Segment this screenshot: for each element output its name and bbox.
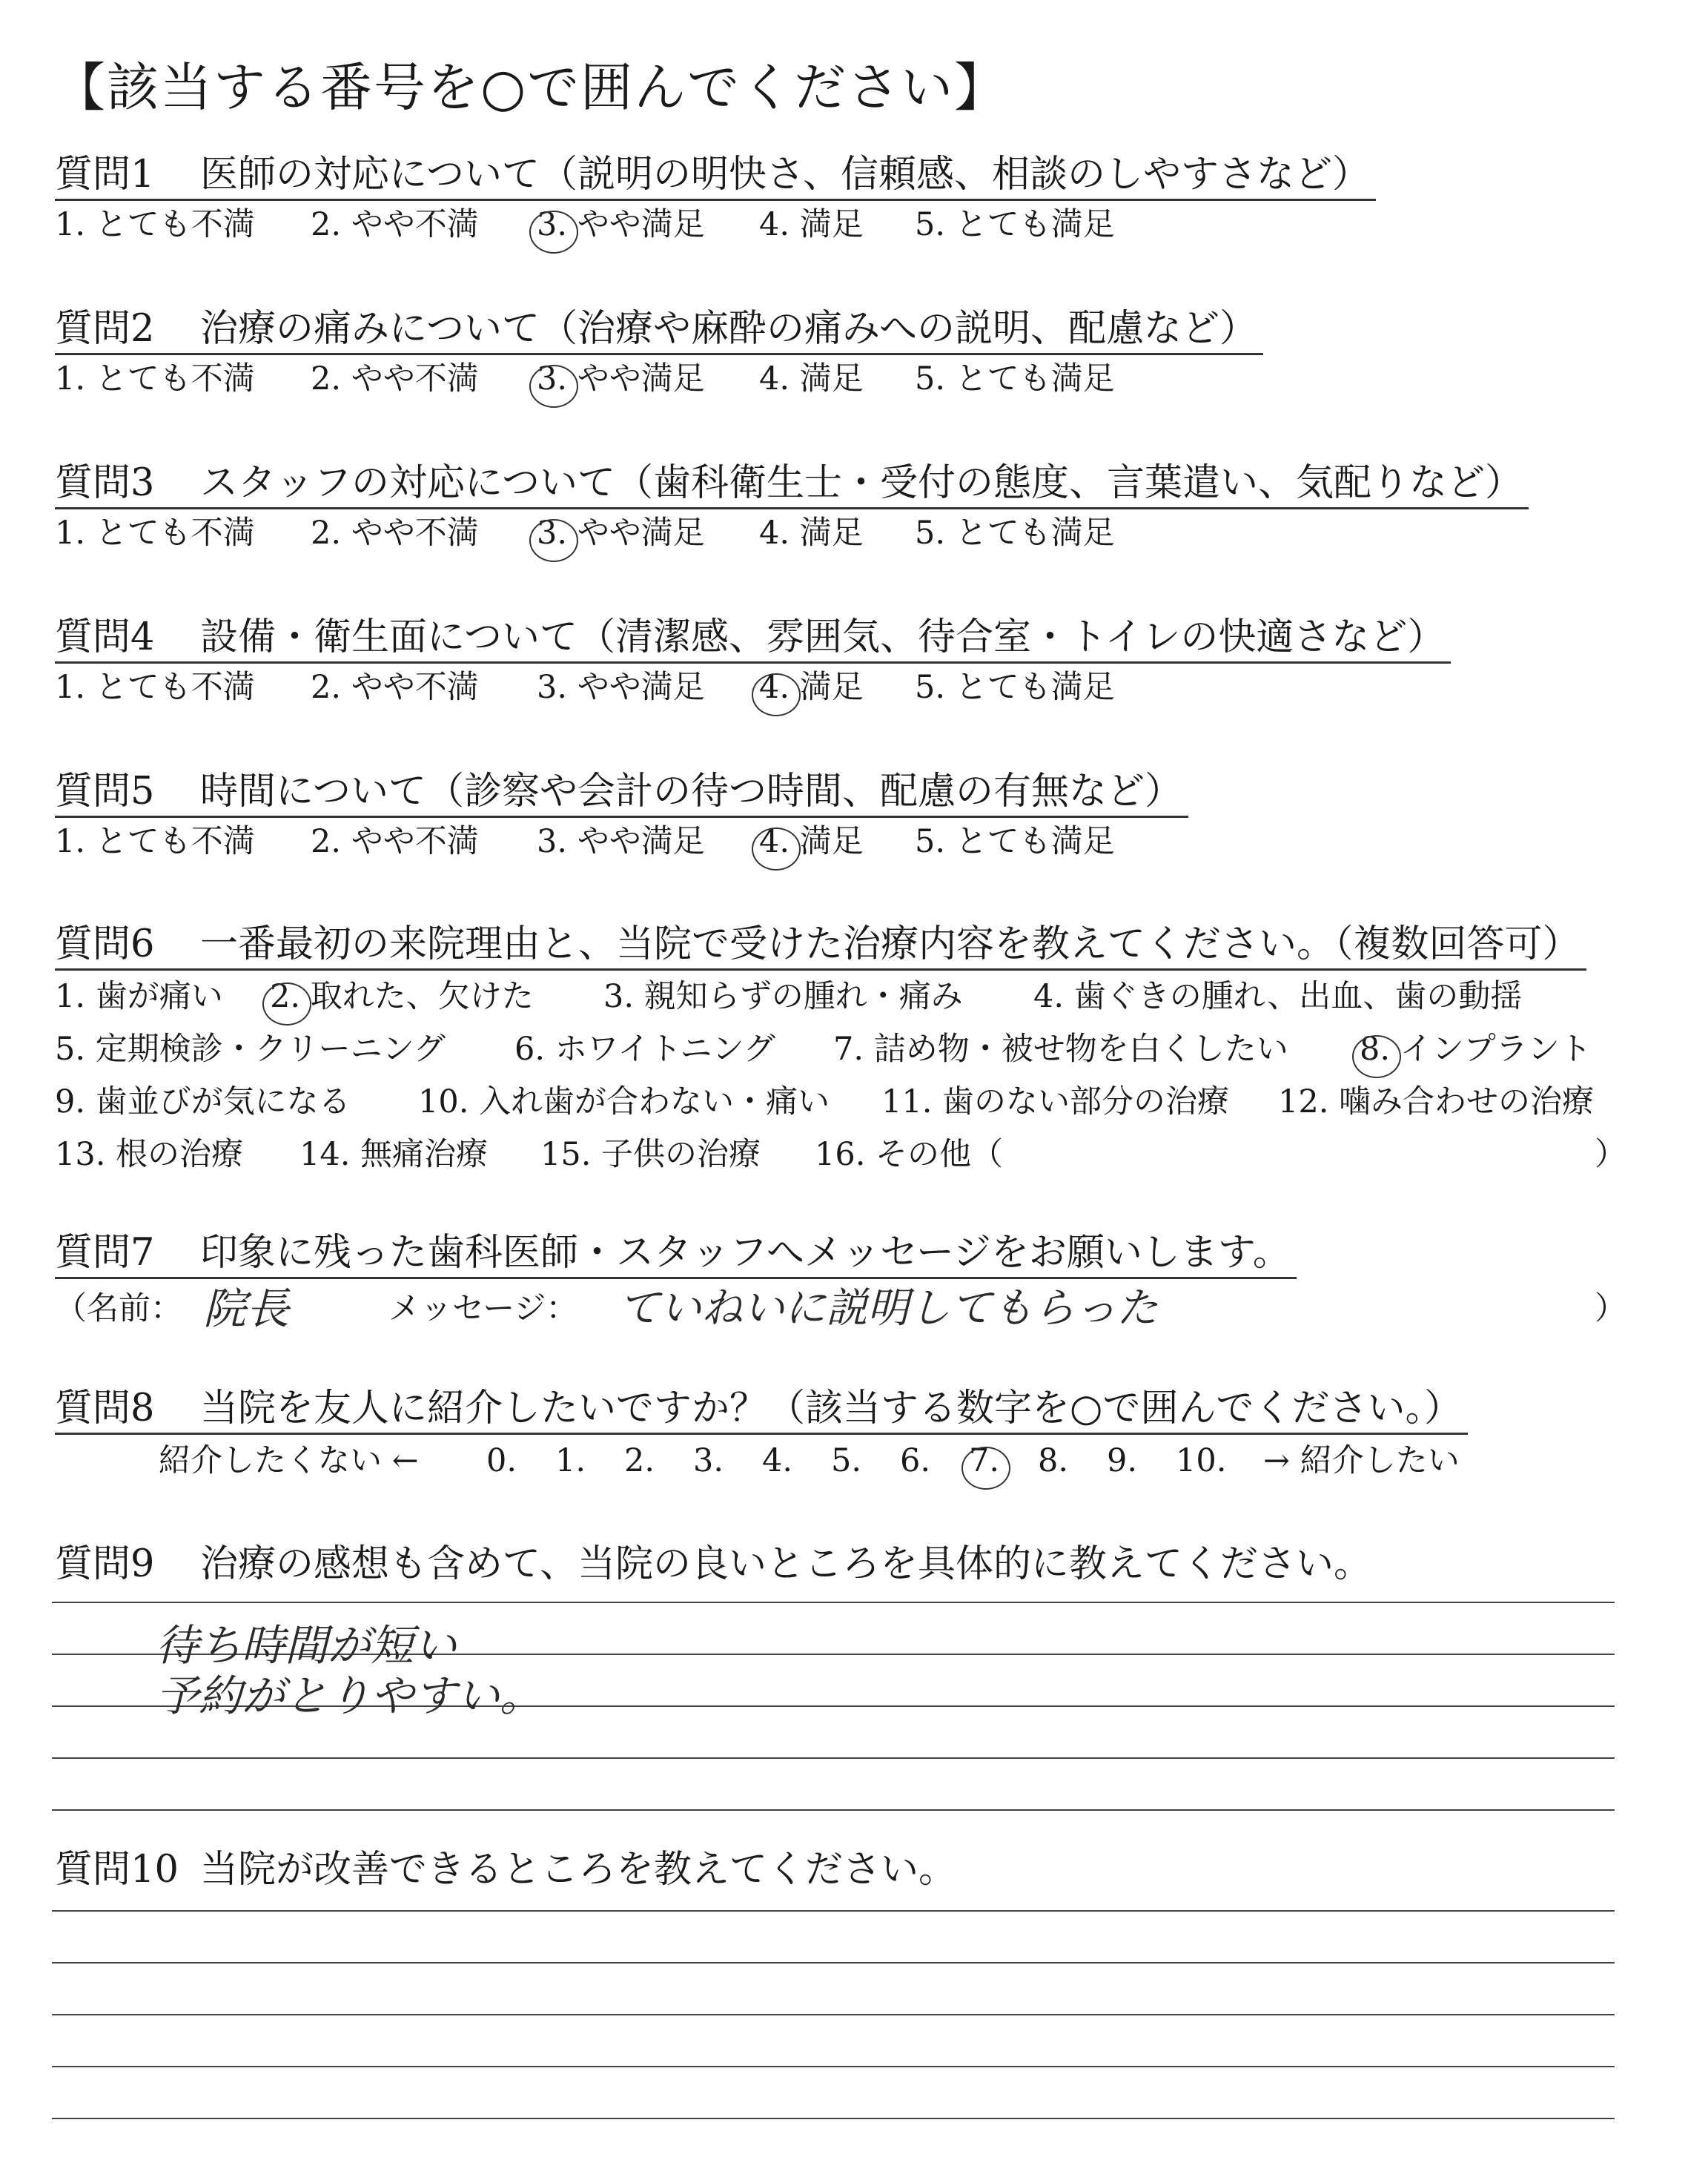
option-16[interactable]: 16. その他（ [815,1136,1004,1173]
option-3-circled[interactable]: 3. やや満足 [537,206,705,243]
score-0[interactable]: 0. [486,1442,517,1479]
score-4[interactable]: 4. [762,1442,793,1479]
question-text: 当院が改善できるところを教えてください。 [200,1848,957,1892]
question-2-options [55,355,1649,403]
option-1[interactable]: 1. とても不満 [55,823,255,860]
message-value[interactable]: ていねいに説明してもらった [618,1284,1158,1332]
option-1[interactable]: 1. とても不満 [55,360,255,397]
score-8[interactable]: 8. [1038,1442,1069,1479]
option-4[interactable]: 4. 歯ぐきの腫れ、出血、歯の動揺 [1033,978,1523,1015]
option-4[interactable]: 4. 満足 [759,360,864,397]
option-2[interactable]: 2. やや不満 [311,360,479,397]
question-text: 時間について（診察や会計の待つ時間、配慮の有無など） [200,770,1182,813]
option-1[interactable]: 1. とても不満 [55,206,255,243]
score-10[interactable]: 10. [1176,1442,1227,1479]
question-number: 質問6 [55,922,155,966]
question-1 [55,151,1649,248]
answer-line [52,1910,1615,1912]
question-3-options [55,509,1649,557]
question-2-heading [55,305,1263,355]
option-4[interactable]: 4. 満足 [759,515,864,552]
answer-line [52,1962,1615,1964]
answer-line [52,1757,1615,1759]
option-14[interactable]: 14. 無痛治療 [299,1136,489,1173]
option-1[interactable]: 1. 歯が痛い [55,978,223,1015]
question-7 [55,1229,1649,1338]
question-number: 質問9 [55,1542,155,1586]
option-2[interactable]: 2. やや不満 [311,669,479,706]
message-label: メッセージ： [388,1290,578,1327]
question-4-options [55,664,1649,711]
question-1-heading [55,151,1376,201]
option-3[interactable]: 3. やや満足 [537,669,705,706]
option-3[interactable]: 3. やや満足 [537,823,705,860]
question-text: スタッフの対応について（歯科衛生士・受付の態度、言葉遣い、気配りなど） [200,461,1523,505]
question-8-scale [55,1435,1649,1487]
question-10 [55,1846,1649,1894]
answer-line [52,2014,1615,2015]
answer-line [52,2118,1615,2119]
option-8-circled[interactable]: 8. インプラント [1360,1031,1592,1068]
question-2 [55,305,1649,403]
option-3-circled[interactable]: 3. やや満足 [537,515,705,552]
question-8-heading [55,1385,1468,1435]
question-6-row-4 [55,1129,1649,1181]
option-10[interactable]: 10. 入れ歯が合わない・痛い [418,1083,830,1120]
q9-answer-2[interactable]: 予約がとりやすい。 [156,1671,543,1721]
score-7-circled[interactable]: 7. [969,1442,1000,1479]
option-5[interactable]: 5. とても満足 [915,515,1115,552]
option-4-circled[interactable]: 4. 満足 [759,669,864,706]
option-9[interactable]: 9. 歯並びが気になる [55,1083,351,1120]
option-1[interactable]: 1. とても不満 [55,669,255,706]
question-4-heading [55,614,1451,664]
question-3 [55,460,1649,557]
question-number: 質問10 [55,1848,179,1892]
question-text: 治療の痛みについて（治療や麻酔の痛みへの説明、配慮など） [200,307,1257,351]
question-number: 質問4 [55,615,155,659]
question-text: 治療の感想も含めて、当院の良いところを具体的に教えてください。 [200,1542,1371,1586]
question-number: 質問8 [55,1387,155,1430]
question-6-row-3 [55,1076,1649,1129]
q9-answer-1[interactable]: 待ち時間が短い [156,1620,457,1671]
question-number: 質問1 [55,153,155,196]
question-7-heading [55,1229,1297,1279]
option-4[interactable]: 4. 満足 [759,206,864,243]
option-15[interactable]: 15. 子供の治療 [540,1136,761,1173]
question-5 [55,768,1649,865]
name-label: （名前： [55,1290,182,1327]
option-3-circled[interactable]: 3. やや満足 [537,360,705,397]
option-12[interactable]: 12. 噛み合わせの治療 [1278,1083,1595,1120]
score-3[interactable]: 3. [693,1442,724,1479]
question-number: 質問3 [55,461,155,505]
question-10-heading [55,1846,1649,1894]
score-6[interactable]: 6. [900,1442,931,1479]
score-5[interactable]: 5. [831,1442,862,1479]
question-number: 質問5 [55,770,155,813]
option-5[interactable]: 5. 定期検診・クリーニング [55,1031,446,1068]
score-1[interactable]: 1. [555,1442,586,1479]
question-text: 医師の対応について（説明の明快さ、信頼感、相談のしやすさなど） [200,153,1370,196]
question-8 [55,1385,1649,1487]
question-text: 当院を友人に紹介したいですか？（該当する数字を○で囲んでください。） [200,1387,1463,1430]
question-3-heading [55,460,1529,509]
option-6[interactable]: 6. ホワイトニング [514,1031,775,1068]
scale-left-label: 紹介したくない ← [159,1442,419,1479]
question-text: 印象に残った歯科医師・スタッフへメッセージをお願いします。 [200,1231,1291,1275]
option-5[interactable]: 5. とても満足 [915,669,1115,706]
option-2[interactable]: 2. やや不満 [311,823,479,860]
answer-line [52,2066,1615,2067]
option-5[interactable]: 5. とても満足 [915,360,1115,397]
option-2-circled[interactable]: 2. 取れた、欠けた [270,978,534,1015]
question-6-row-2 [55,1023,1649,1076]
option-2[interactable]: 2. やや不満 [311,206,479,243]
question-text: 一番最初の来院理由と、当院で受けた治療内容を教えてください。（複数回答可） [200,922,1580,966]
option-5[interactable]: 5. とても満足 [915,823,1115,860]
question-4 [55,614,1649,711]
option-11[interactable]: 11. 歯のない部分の治療 [881,1083,1230,1120]
question-6-row-1 [55,971,1649,1023]
answer-line [52,1809,1615,1811]
page-title: 【該当する番号を○で囲んでください】 [53,57,1008,118]
question-7-answer [55,1279,1649,1338]
question-5-options [55,818,1649,865]
option-3[interactable]: 3. 親知らずの腫れ・痛み [603,978,963,1015]
question-number: 質問2 [55,307,155,351]
option-4-circled[interactable]: 4. 満足 [759,823,864,860]
question-5-heading [55,768,1188,818]
close-paren: ） [1595,1290,1626,1327]
option-5[interactable]: 5. とても満足 [915,206,1115,243]
answer-line [52,1602,1615,1603]
option-2[interactable]: 2. やや不満 [311,515,479,552]
question-9-heading [55,1541,1649,1588]
option-13[interactable]: 13. 根の治療 [55,1136,244,1173]
close-paren: ） [1595,1136,1626,1173]
score-9[interactable]: 9. [1107,1442,1138,1479]
question-text: 設備・衛生面について（清潔感、雰囲気、待合室・トイレの快適さなど） [200,615,1446,659]
option-7[interactable]: 7. 詰め物・被せ物を白くしたい [833,1031,1288,1068]
question-number: 質問7 [55,1231,155,1275]
scale-right-label: → 紹介したい [1263,1442,1460,1479]
question-9 [55,1541,1649,1588]
score-2[interactable]: 2. [624,1442,655,1479]
name-value[interactable]: 院長 [203,1284,290,1334]
question-1-options [55,201,1649,248]
question-6 [55,921,1649,1181]
question-6-heading [55,921,1586,971]
option-1[interactable]: 1. とても不満 [55,515,255,552]
